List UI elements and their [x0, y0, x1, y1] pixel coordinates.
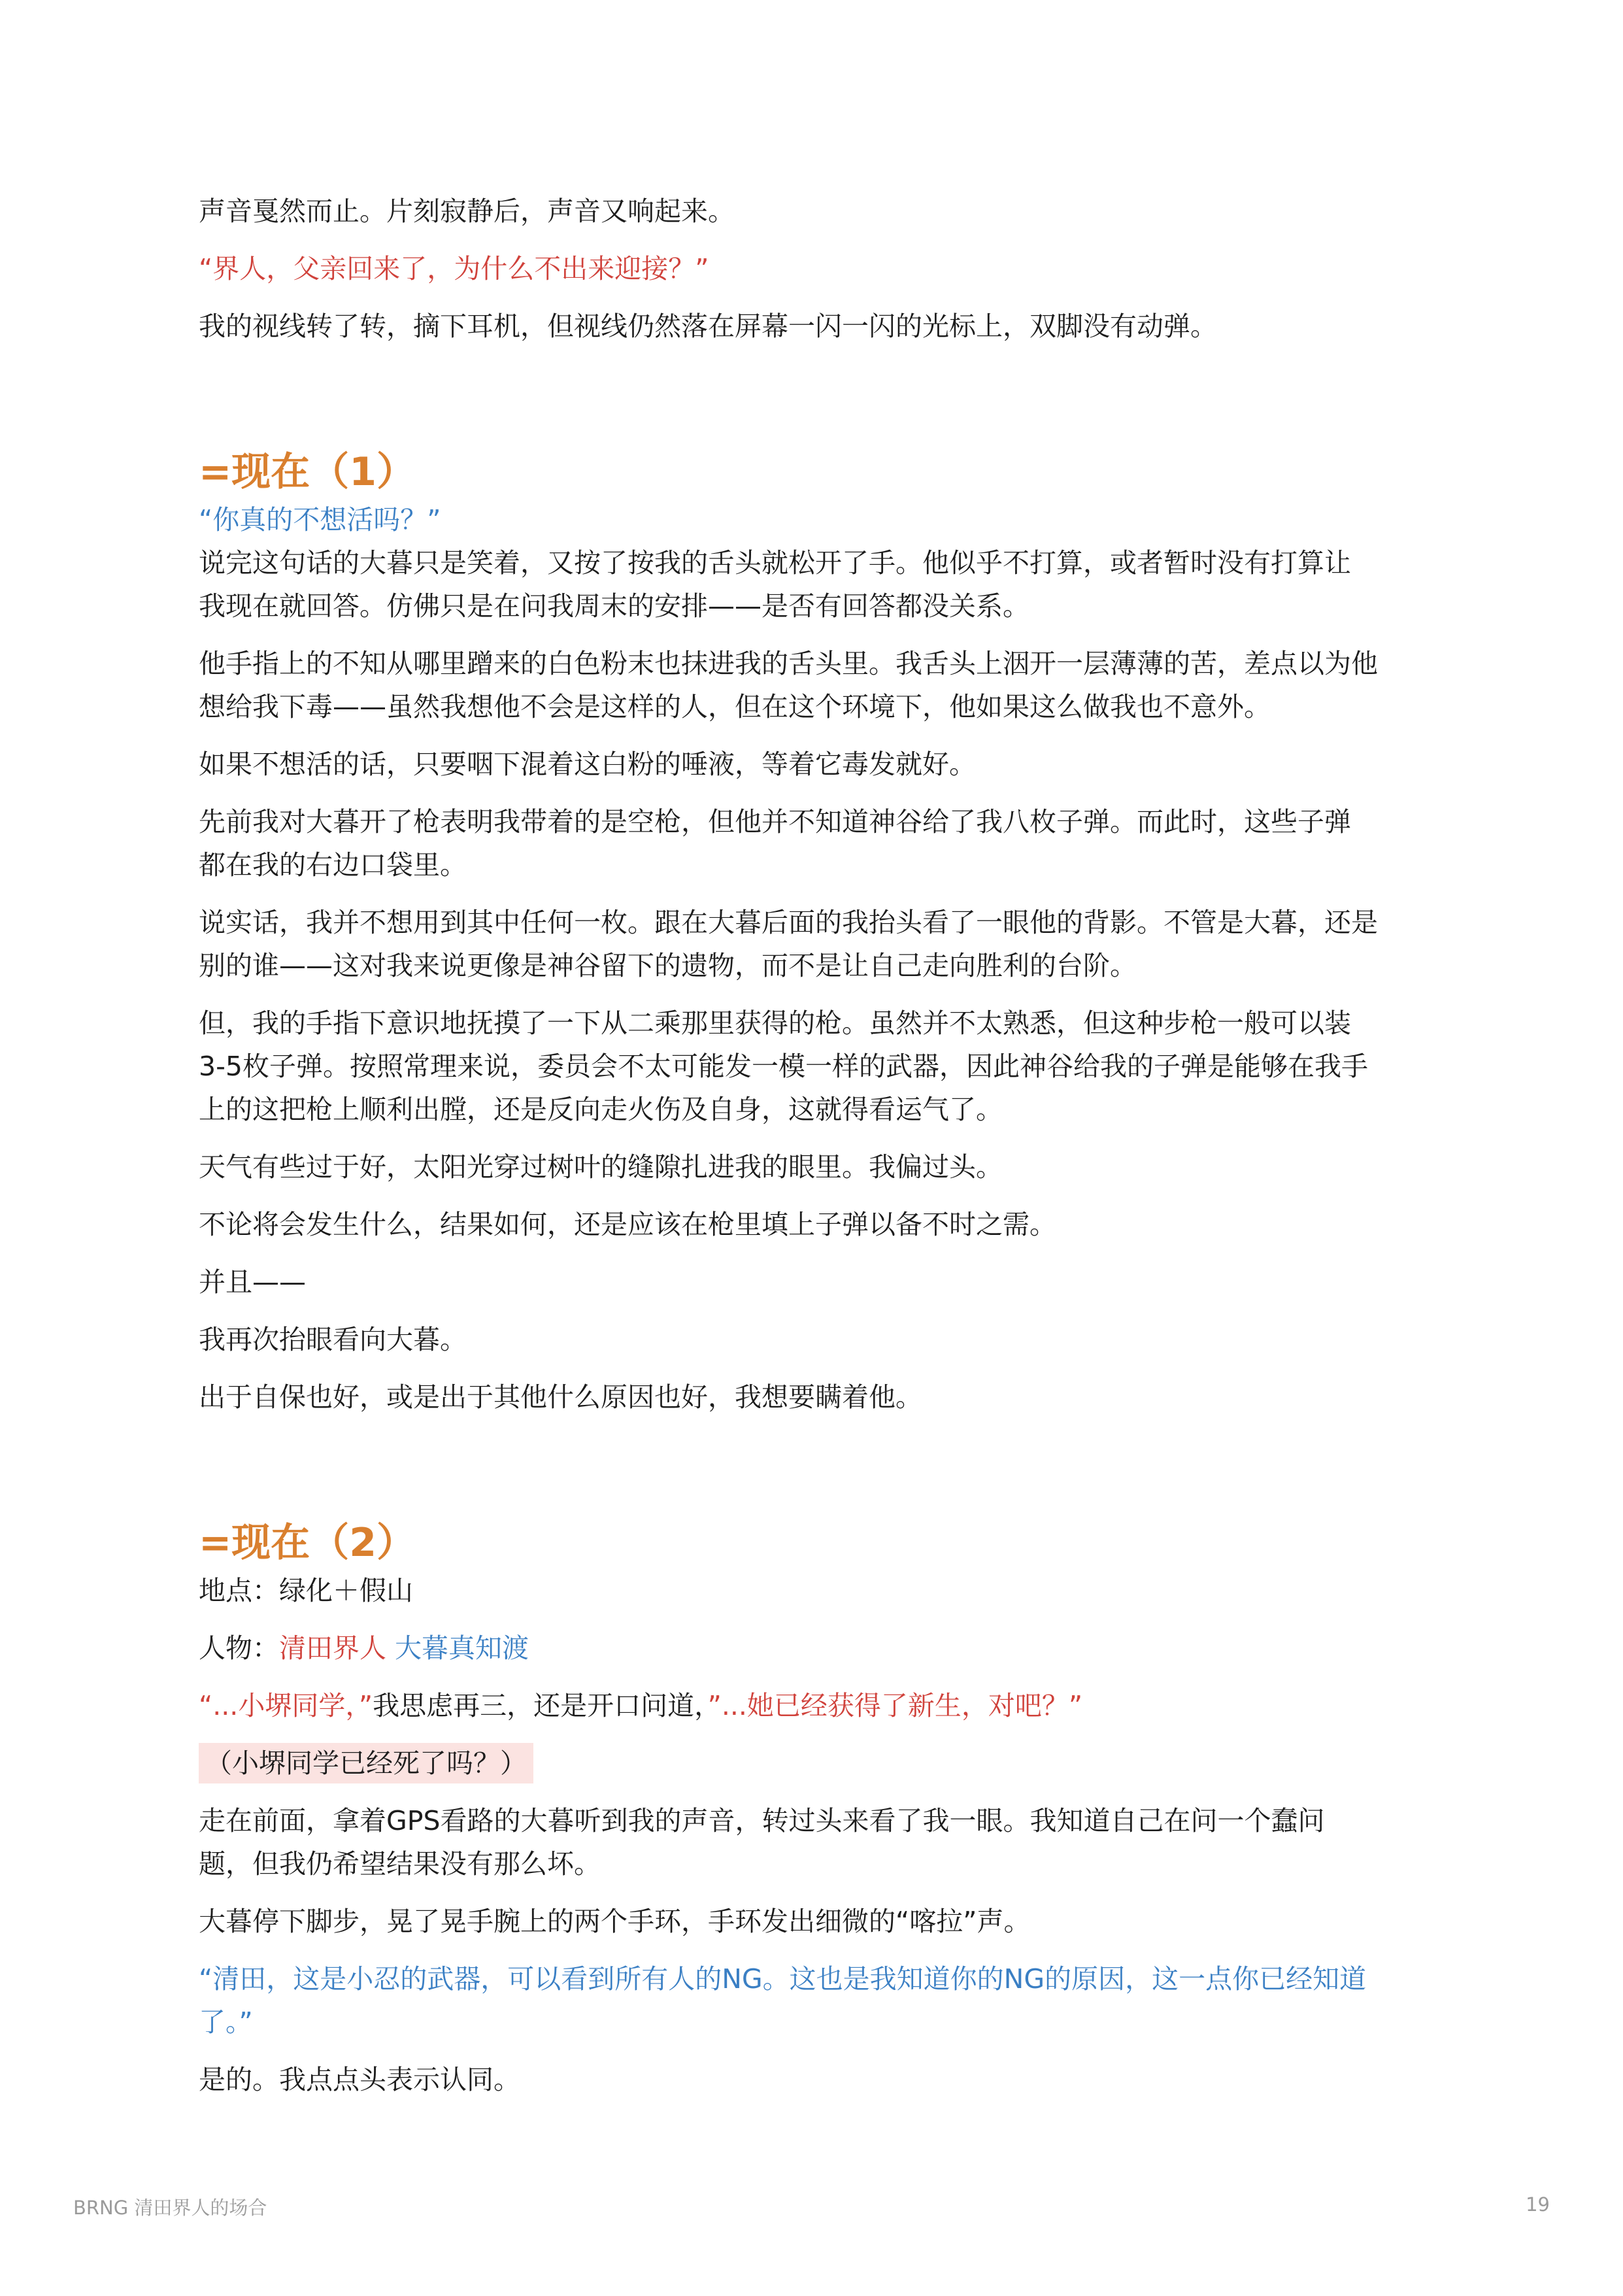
dialogue-line: “界人，父亲回来了，为什么不出来迎接？” — [199, 253, 709, 284]
dialogue-line: “你真的不想活吗？” — [199, 504, 441, 535]
line: 上的这把枪上顺利出膛，还是反向走火伤及自身，这就得看运气了。 — [199, 1094, 1003, 1125]
section-heading: =现在（1） — [199, 449, 416, 495]
line: 我现在就回答。仿佛只是在问我周末的安排——是否有回答都没关系。 — [199, 590, 1029, 622]
paragraph: 声音戛然而止。片刻寂静后，声音又响起来。 — [199, 195, 735, 227]
inner-thought: （小堺同学已经死了吗？） — [199, 1743, 533, 1783]
paragraph — [199, 901, 1441, 987]
line: “清田，这是小忍的武器，可以看到所有人的NG。这也是我知道你的NG的原因，这一点你已经知道 — [199, 1963, 1367, 1995]
person-name: 清田界人 — [279, 1632, 386, 1664]
paragraph — [199, 743, 1441, 786]
line: 如果不想活的话，只要咽下混着这白粉的唾液，等着它毒发就好。 — [199, 749, 976, 780]
location-label: 地点： — [199, 1575, 279, 1606]
paragraph — [199, 1002, 1441, 1131]
line: 出于自保也好，或是出于其他什么原因也好，我想要瞒着他。 — [199, 1381, 922, 1413]
line: 我再次抬眼看向大暮。 — [199, 1324, 467, 1355]
location-value: 绿化＋假山 — [279, 1575, 413, 1606]
people-line — [199, 1627, 1441, 1670]
line: 说实话，我并不想用到其中任何一枚。跟在大暮后面的我抬头看了一眼他的背影。不管是大暮，还是 — [199, 907, 1378, 938]
paragraph — [199, 1376, 1441, 1419]
paragraph: 是的。我点点头表示认同。 — [199, 2064, 520, 2095]
section-paragraphs — [199, 541, 1441, 1419]
line: 但，我的手指下意识地抚摸了一下从二乘那里获得的枪。虽然并不太熟悉，但这种步枪一般可以装 — [199, 1007, 1351, 1039]
people-label: 人物： — [199, 1632, 279, 1664]
line: 不论将会发生什么，结果如何，还是应该在枪里填上子弹以备不时之需。 — [199, 1209, 1056, 1240]
document-body — [199, 190, 1441, 2101]
dialogue-line — [199, 1684, 1441, 1727]
paragraph — [199, 642, 1441, 728]
line: 先前我对大暮开了枪表明我带着的是空枪，但他并不知道神谷给了我八枚子弹。而此时，这些子弹 — [199, 806, 1351, 837]
line: 并且—— — [199, 1266, 306, 1298]
paragraph — [199, 1318, 1441, 1361]
line: 走在前面，拿着GPS看路的大暮听到我的声音，转过头来看了我一眼。我知道自己在问一个蠢问 — [199, 1805, 1325, 1836]
line: 他手指上的不知从哪里蹭来的白色粉末也抹进我的舌头里。我舌头上洇开一层薄薄的苦，差点以为他 — [199, 648, 1378, 679]
inner-thought-line — [199, 1742, 1441, 1785]
paragraph — [199, 800, 1441, 886]
paragraph — [199, 1145, 1441, 1189]
line: 题，但我仍希望结果没有那么坏。 — [199, 1848, 601, 1880]
line: 都在我的右边口袋里。 — [199, 849, 467, 881]
paragraph — [199, 1260, 1441, 1304]
page-number: 19 — [1526, 2193, 1550, 2216]
paragraph — [199, 541, 1441, 628]
person-name: 大暮真知渡 — [395, 1632, 529, 1664]
paragraph — [199, 1203, 1441, 1246]
footer-title: BRNG 清田界人的场合 — [73, 2197, 267, 2219]
dialogue-line — [199, 1957, 1441, 2044]
paragraph: 大暮停下脚步，晃了晃手腕上的两个手环，手环发出细微的“喀拉”声。 — [199, 1906, 1031, 1937]
dialogue-part: “...小堺同学，” — [199, 1690, 373, 1721]
line: 想给我下毒——虽然我想他不会是这样的人，但在这个环境下，他如果这么做我也不意外。 — [199, 691, 1271, 722]
dialogue-part: ”...她已经获得了新生，对吧？” — [707, 1690, 1083, 1721]
location-line — [199, 1569, 1441, 1612]
line: 说完这句话的大暮只是笑着，又按了按我的舌头就松开了手。他似乎不打算，或者暂时没有打算让 — [199, 547, 1351, 579]
narration-part: 我思虑再三，还是开口问道， — [373, 1690, 708, 1721]
section-heading: =现在（2） — [199, 1520, 416, 1566]
line: 了。” — [199, 2006, 253, 2038]
line: 天气有些过于好，太阳光穿过树叶的缝隙扎进我的眼里。我偏过头。 — [199, 1151, 1003, 1183]
line: 3-5枚子弹。按照常理来说，委员会不太可能发一模一样的武器，因此神谷给我的子弹是能够在我手 — [199, 1051, 1368, 1082]
paragraph: 我的视线转了转，摘下耳机，但视线仍然落在屏幕一闪一闪的光标上，双脚没有动弹。 — [199, 311, 1217, 342]
paragraph — [199, 1799, 1441, 1885]
line: 别的谁——这对我来说更像是神谷留下的遗物，而不是让自己走向胜利的台阶。 — [199, 950, 1137, 981]
